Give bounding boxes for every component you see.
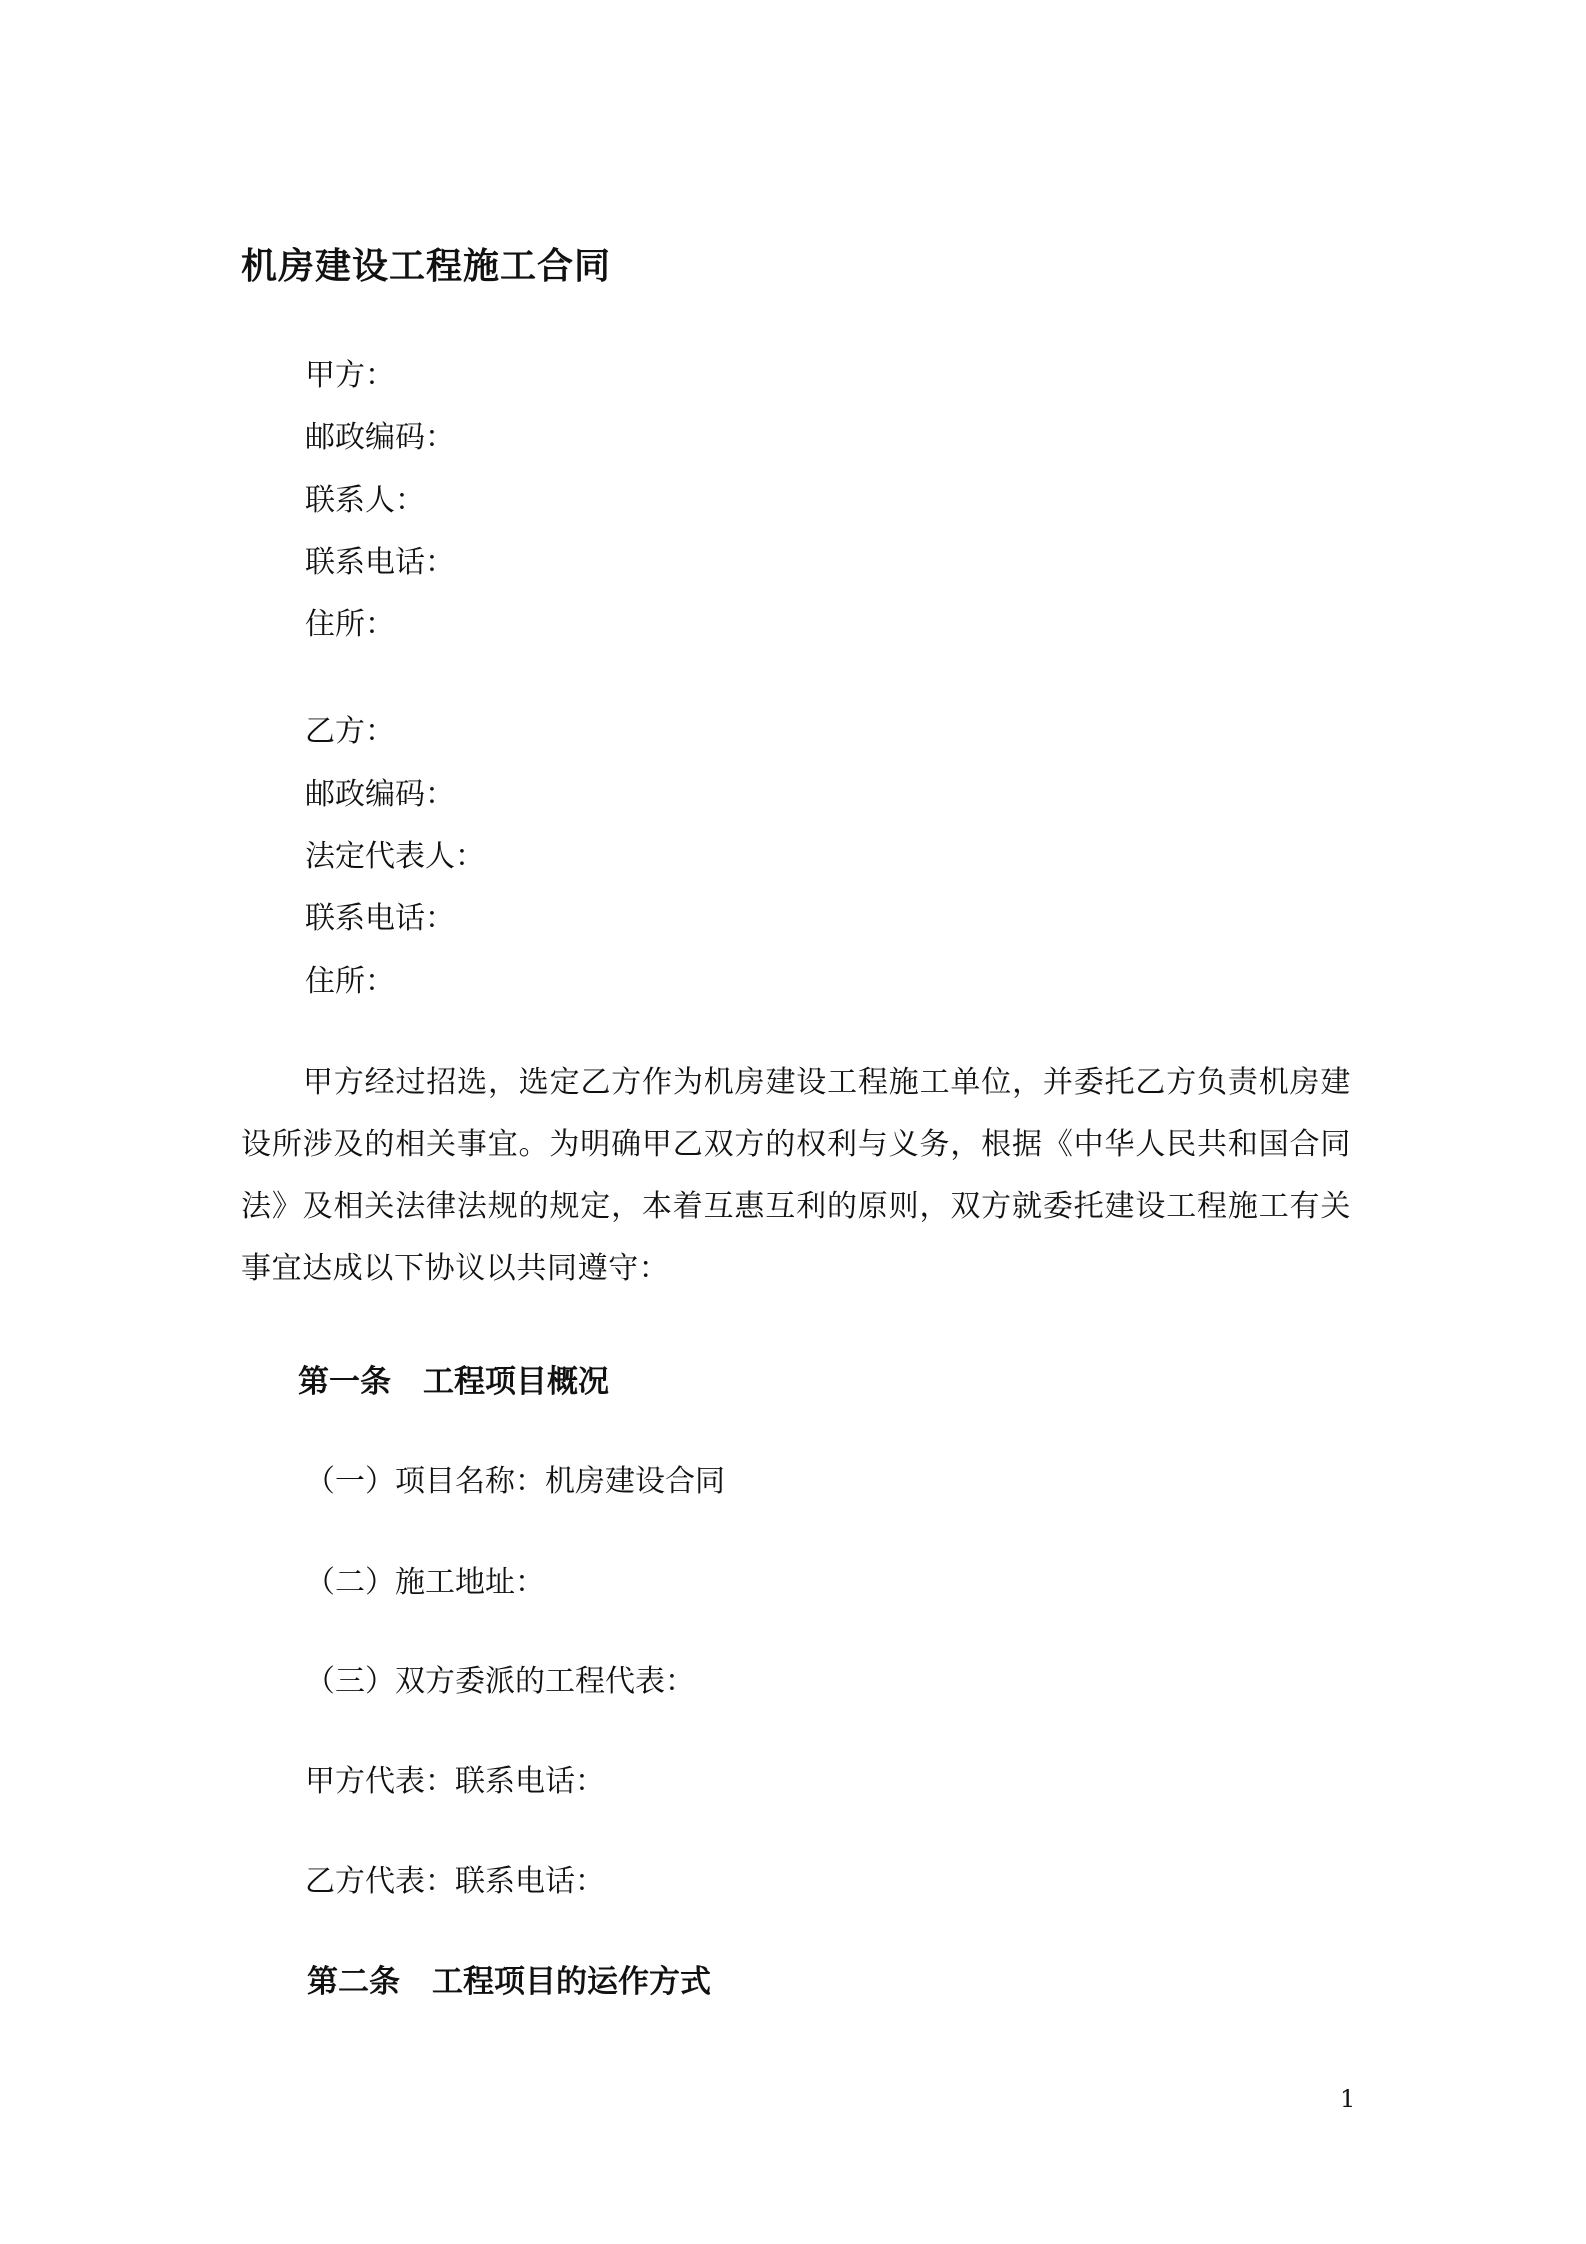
article-2-heading (307, 1962, 711, 2002)
party-a-phone: 联系电话： (305, 545, 455, 580)
document-title: 机房建设工程施工合同 (241, 246, 612, 287)
article-1-item-2: （二）施工地址： (305, 1565, 545, 1600)
preamble-paragraph: 甲方经过招选，选定乙方作为机房建设工程施工单位，并委托乙方负责机房建设所涉及的相关事宜。为明确甲乙双方的权利与义务，根据《中华人民共和国合同法》及相关法律法规的规定，本着互惠互利的原则，双方就委托建设工程施工有关事宜达成以下协议以共同遵守： (241, 1065, 1351, 1286)
article-1-item-1: （一）项目名称：机房建设合同 (305, 1464, 725, 1499)
party-b-legal-rep: 法定代表人： (305, 839, 485, 874)
party-a-postal-code: 邮政编码： (305, 420, 455, 455)
party-b-phone: 联系电话： (305, 901, 455, 936)
article-1-title: 工程项目概况 (423, 1364, 609, 1400)
article-1-number: 第一条 (298, 1364, 391, 1400)
party-b-label: 乙方： (305, 714, 395, 749)
party-a-label: 甲方： (305, 358, 395, 393)
page-number: 1 (1340, 2085, 1356, 2113)
article-2-number: 第二条 (307, 1964, 400, 2000)
party-b-address: 住所： (305, 964, 395, 999)
article-1-rep-a: 甲方代表：联系电话： (305, 1764, 605, 1799)
party-a-contact: 联系人： (305, 483, 425, 518)
party-a-address: 住所： (305, 607, 395, 642)
party-b-postal-code: 邮政编码： (305, 777, 455, 812)
article-1-heading (298, 1362, 609, 1402)
article-1-rep-b: 乙方代表：联系电话： (305, 1864, 605, 1899)
article-2-title: 工程项目的运作方式 (432, 1964, 711, 2000)
article-1-item-3: （三）双方委派的工程代表： (305, 1664, 695, 1699)
